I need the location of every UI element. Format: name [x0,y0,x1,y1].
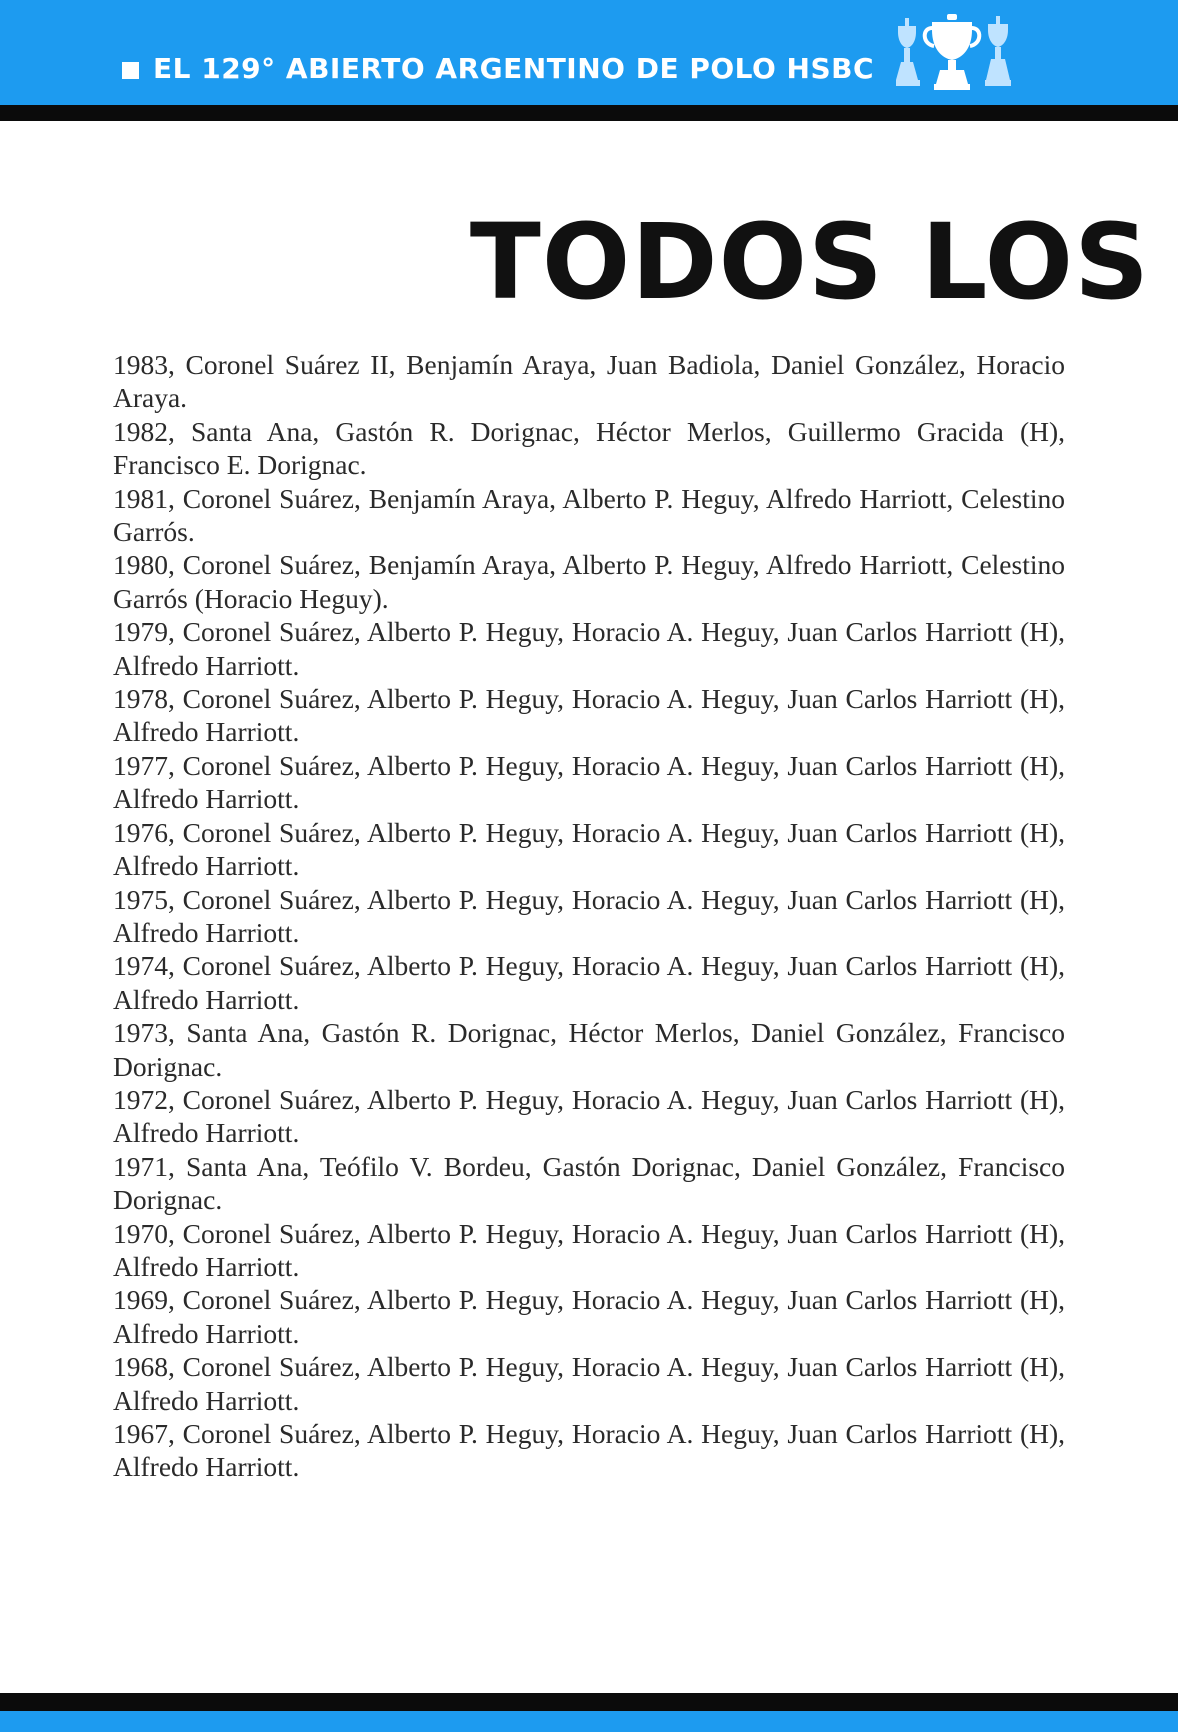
header-rule [0,105,1178,121]
list-item: 1972, Coronel Suárez, Alberto P. Heguy, Horacio A. Heguy, Juan Carlos Harriott (H), Alfredo Harriott. [113,1083,1065,1149]
list-item: 1970, Coronel Suárez, Alberto P. Heguy, Horacio A. Heguy, Juan Carlos Harriott (H), Alfredo Harriott. [113,1217,1065,1282]
trophies-icon [888,12,1018,92]
footer-bar [0,1711,1178,1732]
list-item: 1968, Coronel Suárez, Alberto P. Heguy, Horacio A. Heguy, Juan Carlos Harriott (H), Alfredo Harriott. [113,1351,1065,1416]
list-item: 1983, Coronel Suárez II, Benjamín Araya, Juan Badiola, Daniel González, Horacio Araya. [113,349,1065,414]
center-trophy-icon [925,14,980,90]
list-item: 1973, Santa Ana, Gastón R. Dorignac, Héctor Merlos, Daniel González, Francisco Dorignac. [113,1017,1065,1082]
list-item: 1980, Coronel Suárez, Benjamín Araya, Alberto P. Heguy, Alfredo Harriott, Celestino Garrós (Horacio Heguy). [113,549,1065,614]
list-item: 1979, Coronel Suárez, Alberto P. Heguy, Horacio A. Heguy, Juan Carlos Harriott (H), Alfredo Harriott. [113,616,1065,681]
list-item: 1978, Coronel Suárez, Alberto P. Heguy, Horacio A. Heguy, Juan Carlos Harriott (H), Alfredo Harriott. [113,683,1065,748]
list-item: 1974, Coronel Suárez, Alberto P. Heguy, Horacio A. Heguy, Juan Carlos Harriott (H), Alfredo Harriott. [113,950,1065,1015]
list-item: 1969, Coronel Suárez, Alberto P. Heguy, Horacio A. Heguy, Juan Carlos Harriott (H), Alfredo Harriott. [113,1284,1065,1349]
footer-rule [0,1693,1178,1711]
header-title: EL 129° ABIERTO ARGENTINO DE POLO HSBC [153,52,875,85]
champions-list [113,348,1065,1484]
list-item: 1975, Coronel Suárez, Alberto P. Heguy, Horacio A. Heguy, Juan Carlos Harriott (H), Alfredo Harriott. [113,883,1065,948]
header-bar [0,0,1178,105]
list-item: 1971, Santa Ana, Teófilo V. Bordeu, Gastón Dorignac, Daniel González, Francisco Dorignac. [113,1150,1065,1216]
list-item: 1982, Santa Ana, Gastón R. Dorignac, Héctor Merlos, Guillermo Gracida (H), Francisco E. Dorignac. [113,415,1065,481]
square-bullet-icon [122,62,139,79]
list-item: 1976, Coronel Suárez, Alberto P. Heguy, Horacio A. Heguy, Juan Carlos Harriott (H), Alfredo Harriott. [113,816,1065,882]
left-trophy-icon [896,18,920,86]
list-item: 1981, Coronel Suárez, Benjamín Araya, Alberto P. Heguy, Alfredo Harriott, Celestino Garrós. [113,482,1065,548]
section-title: TODOS LOS [469,201,1150,323]
right-trophy-icon [985,16,1011,86]
list-item: 1967, Coronel Suárez, Alberto P. Heguy, Horacio A. Heguy, Juan Carlos Harriott (H), Alfredo Harriott. [113,1418,1065,1483]
list-item: 1977, Coronel Suárez, Alberto P. Heguy, Horacio A. Heguy, Juan Carlos Harriott (H), Alfredo Harriott. [113,749,1065,815]
